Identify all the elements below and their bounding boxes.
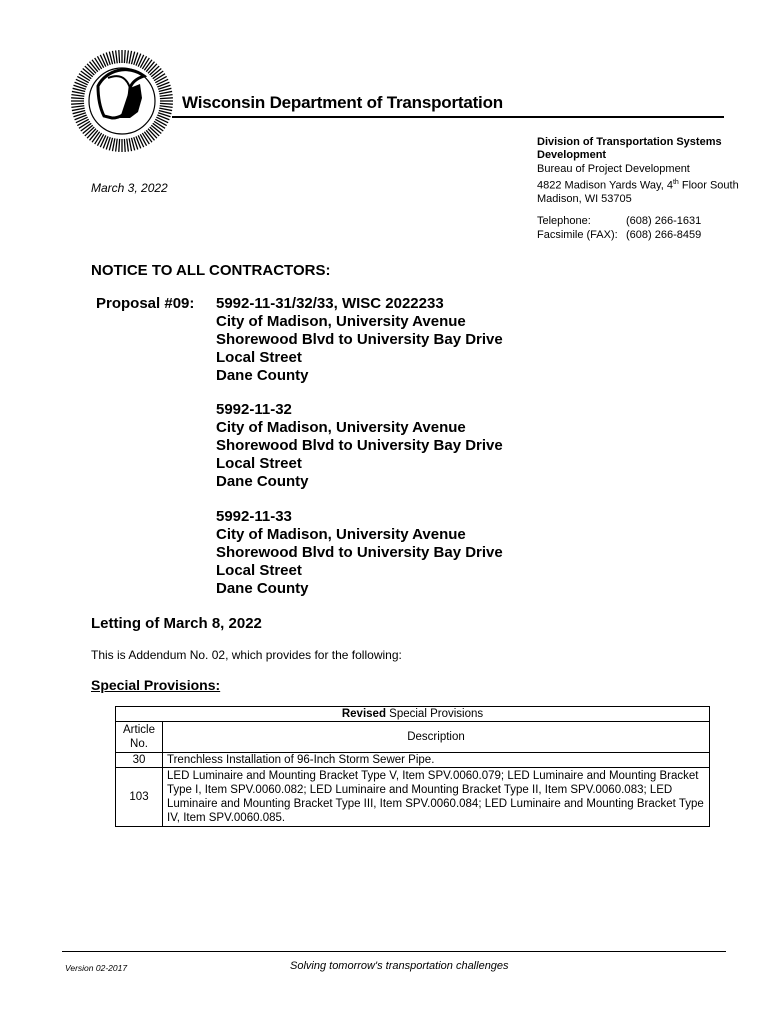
article-description: LED Luminaire and Mounting Bracket Type V, Item SPV.0060.079; LED Luminaire and Mounting Bracket Type I, Item SPV.0060.082; LED Luminaire and Mounting Bracket Type II, Item SPV.0060.083; LED Luminaire and Mounting Bracket Type III, Item SPV.0060.084; LED Luminaire and Mounting Bracket Type IV, Item SPV.0060.085. — [163, 768, 710, 827]
telephone-label: Telephone: — [537, 215, 591, 227]
telephone-number: (608) 266-1631 — [626, 215, 702, 227]
project-county: Dane County — [216, 580, 309, 597]
article-number: 103 — [116, 768, 163, 827]
project-location: City of Madison, University Avenue — [216, 526, 466, 543]
footer-slogan: Solving tomorrow's transportation challenges — [290, 960, 509, 972]
project-location: City of Madison, University Avenue — [216, 313, 466, 330]
project-route: Local Street — [216, 349, 302, 366]
fax-label: Facsimile (FAX): — [537, 228, 618, 241]
fax-number: (608) 266-8459 — [626, 228, 702, 241]
table-row — [116, 753, 710, 768]
project-route: Local Street — [216, 562, 302, 579]
addendum-statement: This is Addendum No. 02, which provides for the following: — [91, 648, 402, 662]
column-header-article: Article No. — [116, 722, 163, 753]
street-address: 4822 Madison Yards Way, 4th Floor South — [537, 178, 739, 192]
project-county: Dane County — [216, 367, 309, 384]
proposal-block-3 — [216, 508, 503, 598]
special-provisions-table — [115, 706, 710, 827]
project-county: Dane County — [216, 473, 309, 490]
table-row — [116, 768, 710, 827]
project-location: City of Madison, University Avenue — [216, 419, 466, 436]
division-name: Division of Transportation Systems Development — [537, 136, 722, 162]
footer-rule — [62, 951, 726, 952]
project-id: 5992-11-31/32/33, WISC 2022233 — [216, 295, 444, 312]
version-label: Version 02-2017 — [65, 963, 128, 973]
proposal-block-1 — [216, 295, 503, 385]
contact-numbers — [537, 215, 701, 242]
project-limits: Shorewood Blvd to University Bay Drive — [216, 437, 503, 454]
article-description: Trenchless Installation of 96-Inch Storm Sewer Pipe. — [163, 753, 710, 768]
division-address-block — [537, 136, 762, 206]
project-limits: Shorewood Blvd to University Bay Drive — [216, 544, 503, 561]
bureau-name: Bureau of Project Development — [537, 162, 690, 175]
article-number: 30 — [116, 753, 163, 768]
special-provisions-heading: Special Provisions: — [91, 677, 221, 693]
notice-title: NOTICE TO ALL CONTRACTORS: — [91, 262, 331, 279]
project-route: Local Street — [216, 455, 302, 472]
proposal-block-2 — [216, 401, 503, 491]
project-id: 5992-11-32 — [216, 401, 292, 418]
letter-date: March 3, 2022 — [91, 181, 168, 195]
project-limits: Shorewood Blvd to University Bay Drive — [216, 331, 503, 348]
proposal-label: Proposal #09: — [96, 295, 195, 312]
wisdot-logo-icon — [68, 48, 176, 154]
letting-date: Letting of March 8, 2022 — [91, 615, 262, 632]
column-header-description: Description — [163, 722, 710, 753]
header-rule — [172, 116, 724, 118]
agency-name: Wisconsin Department of Transportation — [182, 93, 503, 112]
project-id: 5992-11-33 — [216, 508, 292, 525]
city-state-zip: Madison, WI 53705 — [537, 192, 632, 205]
table-title: Revised Special Provisions — [116, 707, 710, 722]
